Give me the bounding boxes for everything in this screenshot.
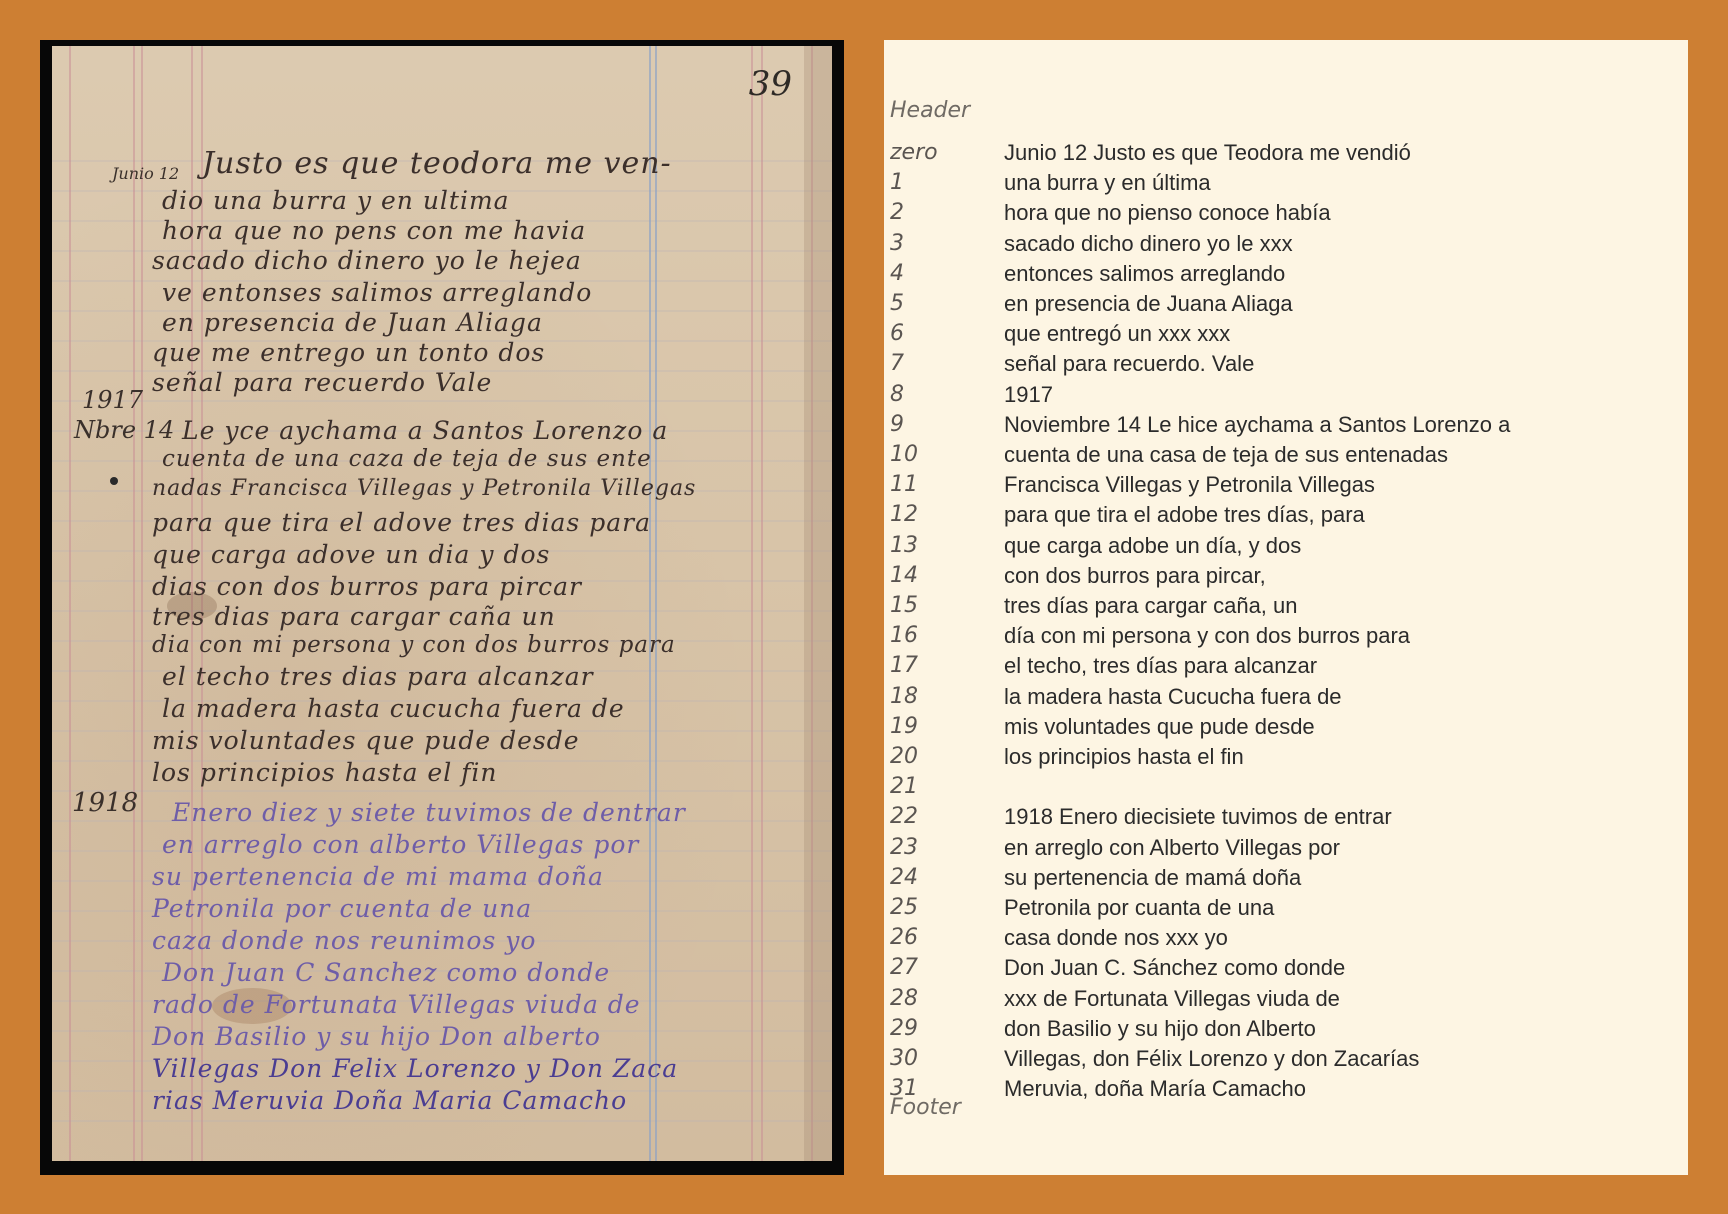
line-text: 1918 Enero diecisiete tuvimos de entrar: [1004, 804, 1392, 830]
line-number: 25: [890, 895, 918, 920]
handwritten-line: caza donde nos reunimos yo: [152, 926, 537, 955]
transcription-line: [890, 986, 1680, 1016]
transcription-line: [890, 653, 1680, 683]
line-number: 12: [890, 502, 918, 528]
line-number: 3: [890, 230, 904, 256]
line-number: 20: [890, 744, 918, 769]
transcription-line: [890, 140, 1680, 170]
line-text: en presencia de Juana Aliaga: [1004, 291, 1293, 316]
transcription-line: [890, 744, 1680, 774]
transcription-line: [890, 200, 1680, 230]
line-text: sacado dicho dinero yo le xxx: [1004, 230, 1293, 256]
line-text: Noviembre 14 Le hice aychama a Santos Lorenzo a: [1004, 411, 1511, 437]
handwritten-line: mis voluntades que pude desde: [152, 726, 580, 755]
transcription-line: [890, 442, 1680, 472]
handwritten-line: rado de Fortunata Villegas viuda de: [152, 990, 641, 1019]
transcription-line: [890, 261, 1680, 291]
line-number: 26: [890, 925, 918, 951]
header-label: Header: [890, 98, 971, 123]
line-text: xxx de Fortunata Villegas viuda de: [1004, 985, 1340, 1011]
line-text: una burra y en última: [1004, 170, 1211, 196]
handwritten-line: Villegas Don Felix Lorenzo y Don Zaca: [152, 1054, 679, 1083]
handwritten-line: cuenta de una caza de teja de sus ente: [162, 446, 652, 472]
margin-note-1918: 1918: [72, 788, 139, 818]
line-text: casa donde nos xxx yo: [1004, 925, 1228, 951]
line-number: 8: [890, 381, 904, 407]
line-number: 9: [890, 411, 904, 437]
handwritten-line: Don Juan C Sanchez como donde: [162, 958, 611, 987]
transcription-line: [890, 623, 1680, 653]
handwritten-line: sacado dicho dinero yo le hejea: [152, 246, 582, 275]
transcription-line: [890, 1046, 1680, 1076]
transcription-line: [890, 865, 1680, 895]
line-text: la madera hasta Cucucha fuera de: [1004, 683, 1342, 709]
line-text: mis voluntades que pude desde: [1004, 713, 1315, 739]
transcription-line: [890, 472, 1680, 502]
line-text: el techo, tres días para alcanzar: [1004, 653, 1318, 679]
line-text: para que tira el adobe tres días, para: [1004, 502, 1365, 528]
line-number: 11: [890, 472, 918, 498]
footer-label: Footer: [890, 1095, 961, 1120]
transcription-line: [890, 170, 1680, 200]
transcription-panel: [884, 40, 1688, 1175]
line-number: 29: [890, 1015, 918, 1041]
transcription-line: [890, 231, 1680, 261]
line-text: 1917: [1004, 381, 1053, 407]
line-number: 5: [890, 291, 904, 316]
line-number: 1: [890, 170, 904, 196]
line-number: 27: [890, 955, 918, 981]
line-number: 6: [890, 321, 904, 347]
handwritten-line: Don Basilio y su hijo Don alberto: [152, 1022, 601, 1051]
line-text: Petronila por cuanta de una: [1004, 895, 1275, 920]
transcription-line: [890, 593, 1680, 623]
transcription-line: [890, 533, 1680, 563]
line-number: 21: [890, 774, 918, 800]
line-text: en arreglo con Alberto Villegas por: [1004, 834, 1340, 860]
handwritten-line: señal para recuerdo Vale: [152, 368, 493, 397]
line-number: 2: [890, 200, 904, 226]
handwritten-line: los principios hasta el fin: [152, 758, 498, 787]
line-number: 18: [890, 683, 918, 709]
handwritten-line: nadas Francisca Villegas y Petronila Villegas: [152, 476, 697, 501]
line-text: don Basilio y su hijo don Alberto: [1004, 1015, 1316, 1041]
line-number: 22: [890, 804, 918, 830]
line-number: 13: [890, 532, 918, 558]
line-text: día con mi persona y con dos burros para: [1004, 623, 1411, 649]
handwritten-line: dias con dos burros para pircar: [152, 572, 582, 601]
line-number: 16: [890, 623, 918, 649]
line-text: entonces salimos arreglando: [1004, 260, 1286, 286]
margin-note-junio: Junio 12: [112, 164, 180, 183]
transcription-line: [890, 502, 1680, 532]
handwritten-line: dio una burra y en ultima: [162, 186, 510, 215]
transcription-line: [890, 291, 1680, 321]
transcription-line: [890, 1076, 1680, 1106]
line-number: 28: [890, 985, 918, 1011]
transcription-line: [890, 955, 1680, 985]
line-text: que entregó un xxx xxx: [1004, 321, 1231, 347]
line-text: Junio 12 Justo es que Teodora me vendió: [1004, 140, 1411, 165]
transcription-line: [890, 714, 1680, 744]
line-text: señal para recuerdo. Vale: [1004, 351, 1255, 377]
scan-frame: [40, 40, 844, 1175]
handwritten-line: que carga adove un dia y dos: [152, 540, 551, 569]
line-text: con dos burros para pircar,: [1004, 562, 1266, 588]
line-number: 7: [890, 351, 904, 377]
transcription-line: [890, 1016, 1680, 1046]
handwritten-line: tres dias para cargar caña un: [152, 602, 556, 631]
line-text: hora que no pienso conoce había: [1004, 200, 1331, 226]
ledger-page-scan: [52, 46, 832, 1161]
line-number: 4: [890, 260, 904, 286]
transcription-line: [890, 382, 1680, 412]
handwritten-line: Justo es que teodora me ven-: [202, 146, 672, 181]
line-text: cuenta de una casa de teja de sus entenadas: [1004, 442, 1449, 467]
page-number: 39: [748, 64, 792, 104]
line-number: 30: [890, 1046, 918, 1071]
handwritten-line: Enero diez y siete tuvimos de dentrar: [172, 798, 686, 827]
line-text: Meruvia, doña María Camacho: [1004, 1076, 1307, 1102]
handwritten-line: Petronila por cuenta de una: [152, 894, 533, 923]
line-number: 31: [890, 1076, 918, 1102]
handwritten-line: que me entrego un tonto dos: [152, 338, 546, 367]
handwritten-line: la madera hasta cucucha fuera de: [162, 694, 625, 723]
transcription-line: [890, 321, 1680, 351]
handwritten-line: rias Meruvia Doña Maria Camacho: [152, 1086, 628, 1115]
transcription-line: [890, 774, 1680, 804]
margin-note-1917: 1917: [82, 386, 144, 414]
line-number: 10: [890, 442, 918, 467]
line-text: Villegas, don Félix Lorenzo y don Zacarías: [1004, 1046, 1420, 1071]
handwritten-line: Le yce aychama a Santos Lorenzo a: [182, 416, 669, 445]
line-text: que carga adobe un día, y dos: [1004, 532, 1302, 558]
handwritten-line: hora que no pens con me havia: [162, 216, 587, 245]
transcription-line: [890, 835, 1680, 865]
handwritten-line: el techo tres dias para alcanzar: [162, 662, 594, 691]
line-text: tres días para cargar caña, un: [1004, 593, 1298, 618]
transcription-line: [890, 925, 1680, 955]
transcription-line: [890, 351, 1680, 381]
transcription-line: [890, 895, 1680, 925]
line-text: Don Juan C. Sánchez como donde: [1004, 955, 1346, 981]
handwritten-line: su pertenencia de mi mama doña: [152, 862, 604, 891]
transcription-line: [890, 412, 1680, 442]
line-number: 19: [890, 713, 918, 739]
line-number: 23: [890, 834, 918, 860]
line-number: 14: [890, 562, 918, 588]
handwritten-line: dia con mi persona y con dos burros para: [152, 632, 676, 658]
line-text: los principios hasta el fin: [1004, 744, 1244, 769]
line-number: 15: [890, 593, 918, 618]
margin-note-nbre: Nbre 14: [74, 416, 175, 444]
handwritten-line: en arreglo con alberto Villegas por: [162, 830, 640, 859]
handwritten-line: para que tira el adove tres dias para: [152, 508, 651, 537]
transcription-line: [890, 804, 1680, 834]
transcription-line: [890, 563, 1680, 593]
line-number: zero: [890, 140, 938, 165]
transcription-line: [890, 684, 1680, 714]
line-text: su pertenencia de mamá doña: [1004, 864, 1302, 890]
line-number: 24: [890, 864, 918, 890]
handwritten-line: ve entonses salimos arreglando: [162, 278, 593, 307]
line-text: Francisca Villegas y Petronila Villegas: [1004, 472, 1375, 498]
line-number: 17: [890, 653, 918, 679]
handwritten-line: en presencia de Juan Aliaga: [162, 308, 543, 337]
